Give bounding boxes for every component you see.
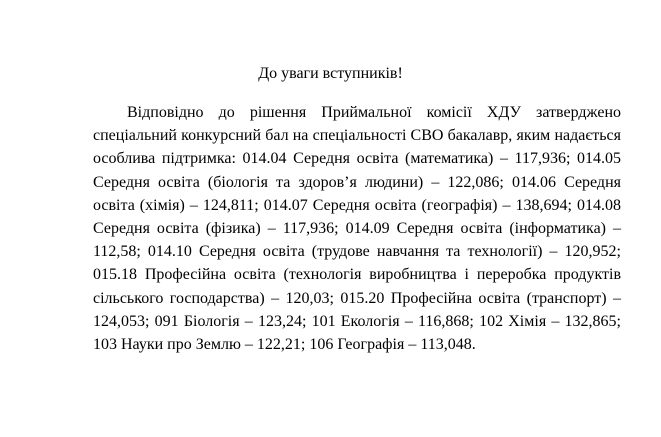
- document-title: До уваги вступників!: [258, 65, 403, 82]
- announcement-paragraph: Відповідно до рішення Приймальної комісії ХДУ затверджено спеціальний конкурсний бал на спеціальності СВО бакалавр, яким надається особлива підтримка: 014.04 Середня освіта (математика) – 117,936; 014.05 Середня освіта (біологія та здоров’я людини) – 122,086; 014.06 Середня освіта (хімія) – 124,811; 014.07 Середня освіта (географія) – 138,694; 014.08 Середня освіта (фізика) – 117,936; 014.09 Середня освіта (інформатика) – 112,58; 014.10 Середня освіта (трудове навчання та технології) – 120,952; 015.18 Професійна освіта (технологія виробництва і переробка продуктів сільського господарства) – 120,03; 015.20 Професійна освіта (транспорт) – 124,053; 091 Біологія – 123,24; 101 Екологія – 116,868; 102 Хімія – 132,865; 103 Науки про Землю – 122,21; 106 Географія – 113,048.: [93, 104, 621, 354]
